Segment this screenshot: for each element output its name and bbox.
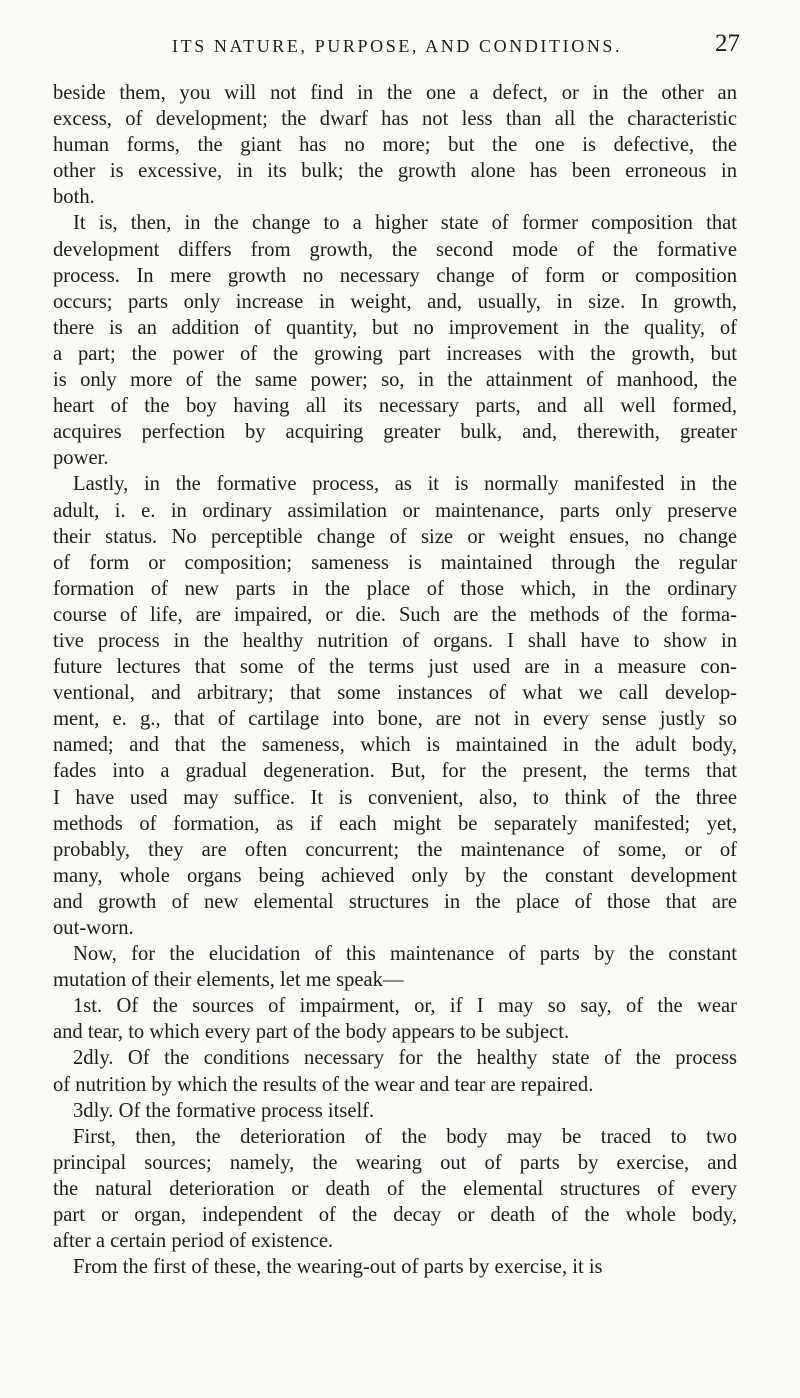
paragraph xyxy=(53,1254,737,1280)
text-line: development differs from growth, the second mode of the formative xyxy=(53,238,737,261)
text-line: out-worn. xyxy=(53,917,134,939)
paragraph xyxy=(53,941,737,993)
text-line: It is, then, in the change to a higher state of former composition that xyxy=(73,212,737,235)
paragraph xyxy=(53,1124,737,1254)
page-header xyxy=(0,30,800,60)
text-line: both. xyxy=(53,186,95,209)
paragraph xyxy=(53,1098,737,1124)
text-line: the natural deterioration or death of the elemental structures of every xyxy=(53,1177,737,1200)
text-line: excess, of development; the dwarf has not less than all the characteristic xyxy=(53,108,737,131)
text-line: their status. No perceptible change of size or weight ensues, no change xyxy=(53,525,737,548)
text-line: 2dly. Of the conditions necessary for the healthy state of the process xyxy=(73,1047,737,1070)
text-line: is only more of the same power; so, in the attainment of manhood, the xyxy=(53,369,737,392)
text-line: part or organ, independent of the decay or death of the whole body, xyxy=(53,1204,737,1227)
text-line: and tear, to which every part of the body appears to be subject. xyxy=(53,1021,570,1044)
text-line: power. xyxy=(53,447,109,470)
paragraph xyxy=(53,471,737,941)
text-line: principal sources; namely, the wearing out of parts by exercise, and xyxy=(53,1151,737,1174)
running-head: ITS NATURE, PURPOSE, AND CONDITIONS. xyxy=(172,36,623,56)
text-line: a part; the power of the growing part increases with the growth, but xyxy=(53,342,737,365)
text-line: future lectures that some of the terms just used are in a measure con- xyxy=(53,656,737,679)
text-line: First, then, the deterioration of the body may be traced to two xyxy=(73,1125,737,1148)
text-line: Now, for the elucidation of this maintenance of parts by the constant xyxy=(73,943,737,966)
paragraph xyxy=(53,80,737,210)
text-line: process. In mere growth no necessary change of form or composition xyxy=(53,264,737,287)
text-line: formation of new parts in the place of those which, in the ordinary xyxy=(53,577,737,600)
text-line: tive process in the healthy nutrition of organs. I shall have to show in xyxy=(53,629,737,652)
text-line: of form or composition; sameness is maintained through the regular xyxy=(53,551,737,574)
text-line: after a certain period of existence. xyxy=(53,1230,334,1253)
text-line: there is an addition of quantity, but no improvement in the quality, of xyxy=(53,316,737,339)
text-line: occurs; parts only increase in weight, and, usually, in size. In growth, xyxy=(53,290,737,313)
paragraph xyxy=(53,1045,737,1097)
text-line: fades into a gradual degeneration. But, for the present, the terms that xyxy=(53,760,737,783)
text-line: course of life, are impaired, or die. Such are the methods of the forma- xyxy=(53,603,737,626)
body-text xyxy=(53,80,737,1280)
text-line: I have used may suffice. It is convenient, also, to think of the three xyxy=(53,786,737,809)
text-line: many, whole organs being achieved only by the constant development xyxy=(53,864,737,887)
text-line: and growth of new elemental structures in the place of those that are xyxy=(53,890,737,913)
text-line: ventional, and arbitrary; that some instances of what we call develop- xyxy=(53,682,737,705)
text-line: beside them, you will not find in the one a defect, or in the other an xyxy=(53,82,737,104)
text-line: mutation of their elements, let me speak— xyxy=(53,969,404,992)
text-line: methods of formation, as if each might be separately manifested; yet, xyxy=(53,812,737,835)
text-line: named; and that the sameness, which is maintained in the adult body, xyxy=(53,734,737,757)
text-line: adult, i. e. in ordinary assimilation or maintenance, parts only preserve xyxy=(53,499,737,522)
text-line: probably, they are often concurrent; the maintenance of some, or of xyxy=(53,838,737,861)
text-line: 1st. Of the sources of impairment, or, if I may so say, of the wear xyxy=(73,995,737,1018)
text-line: heart of the boy having all its necessary parts, and all well formed, xyxy=(53,395,737,418)
text-line: of nutrition by which the results of the wear and tear are repaired. xyxy=(53,1073,594,1096)
text-line: human forms, the giant has no more; but the one is defective, the xyxy=(53,134,737,157)
text-line: From the first of these, the wearing-out of parts by exercise, it is xyxy=(73,1256,603,1279)
text-line: ment, e. g., that of cartilage into bone, are not in every sense justly so xyxy=(53,708,737,731)
text-line: Lastly, in the formative process, as it is normally manifested in the xyxy=(73,473,737,496)
paragraph xyxy=(53,993,737,1045)
text-line: other is excessive, in its bulk; the growth alone has been erroneous in xyxy=(53,160,737,183)
paragraph xyxy=(53,210,737,471)
page-number: 27 xyxy=(715,30,740,57)
text-line: acquires perfection by acquiring greater bulk, and, therewith, greater xyxy=(53,421,737,444)
text-line: 3dly. Of the formative process itself. xyxy=(73,1099,375,1122)
